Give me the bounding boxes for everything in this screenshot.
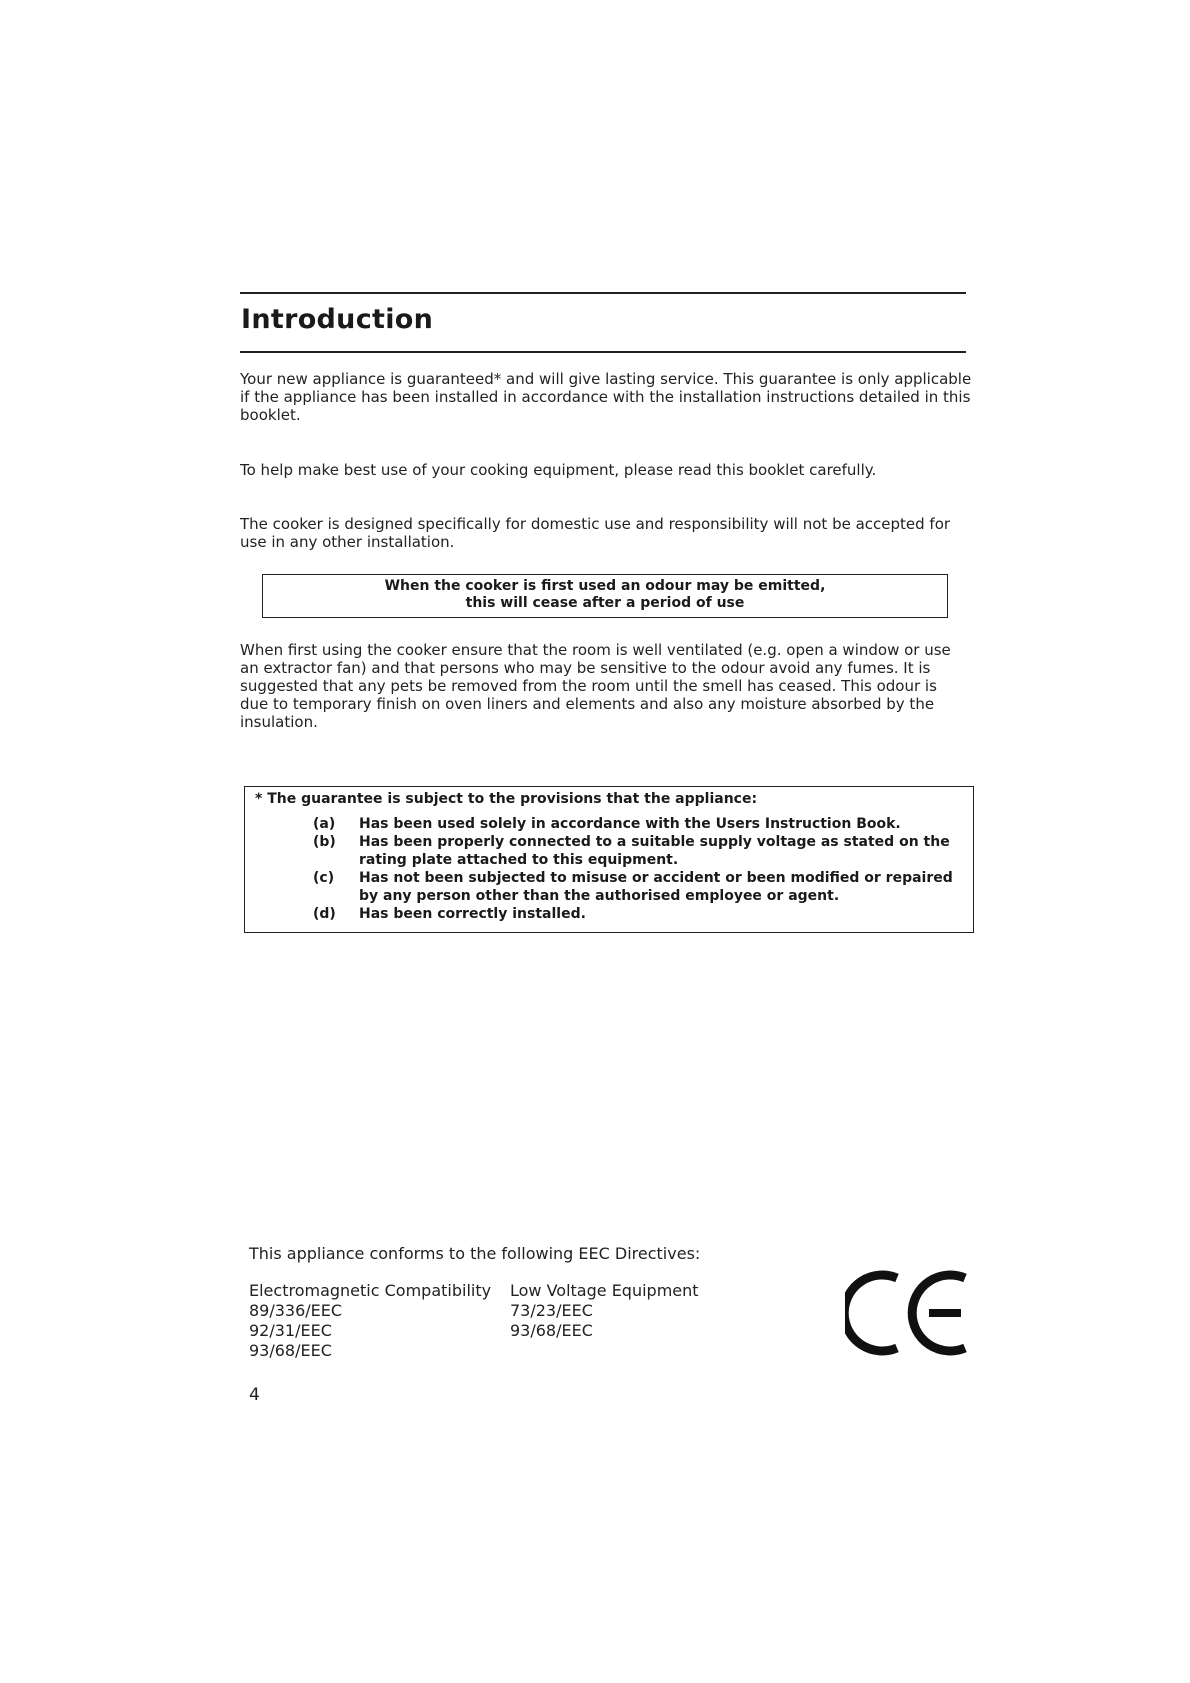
directives-emc-heading: Electromagnetic Compatibility (249, 1281, 492, 1300)
intro-paragraph-read-booklet: To help make best use of your cooking equipment, please read this booklet carefully. (240, 461, 877, 479)
guarantee-item-marker: (a) (313, 816, 336, 832)
intro-paragraph-guarantee: Your new appliance is guaranteed* and will give lasting service. This guarantee is only applicable if the appliance has been installed in accordance with the installation instructions detailed in this booklet. (240, 370, 972, 424)
odour-notice-line-1: When the cooker is first used an odour may be emitted, (384, 578, 826, 594)
intro-paragraph-domestic-use: The cooker is designed specifically for domestic use and responsibility will not be accepted for use in any other installation. (240, 515, 951, 551)
guarantee-item-marker: (b) (313, 834, 336, 850)
directives-intro: This appliance conforms to the following EEC Directives: (249, 1244, 701, 1263)
guarantee-item-text: Has not been subjected to misuse or accident or been modified or repaired by any person other than the authorised employee or agent. (359, 870, 953, 904)
page-title: Introduction (241, 304, 434, 335)
directive-code: 92/31/EEC (249, 1321, 332, 1340)
directive-code: 93/68/EEC (510, 1321, 593, 1340)
guarantee-heading: * The guarantee is subject to the provisions that the appliance: (255, 791, 758, 807)
directive-code: 89/336/EEC (249, 1301, 343, 1320)
guarantee-item-text: Has been properly connected to a suitable supply voltage as stated on the rating plate attached to this equipment. (359, 834, 950, 868)
page-number: 4 (249, 1385, 260, 1405)
odour-notice-box (262, 574, 948, 618)
guarantee-item-marker: (c) (313, 870, 335, 886)
directive-code: 73/23/EEC (510, 1301, 593, 1320)
ventilation-paragraph: When first using the cooker ensure that the room is well ventilated (e.g. open a window or use an extractor fan) and that persons who may be sensitive to the odour avoid any fumes. It is suggested that any pets be removed from the room until the smell has ceased. This odour is due to temporary finish on oven liners and elements and also any moisture absorbed by the insulation. (240, 641, 951, 731)
guarantee-item-text: Has been used solely in accordance with the Users Instruction Book. (359, 816, 901, 832)
directives-emc-column (249, 1281, 491, 1361)
odour-notice-line-2: this will cease after a period of use (465, 595, 745, 611)
title-rule-bottom (240, 351, 966, 353)
guarantee-item-marker: (d) (313, 906, 336, 922)
ce-mark-icon (845, 1270, 975, 1356)
guarantee-conditions-box (244, 786, 974, 933)
guarantee-item-text: Has been correctly installed. (359, 906, 586, 922)
directives-lve-heading: Low Voltage Equipment (510, 1281, 699, 1300)
directive-code: 93/68/EEC (249, 1341, 332, 1360)
title-rule-top (240, 292, 966, 294)
directives-lve-column (510, 1281, 699, 1341)
